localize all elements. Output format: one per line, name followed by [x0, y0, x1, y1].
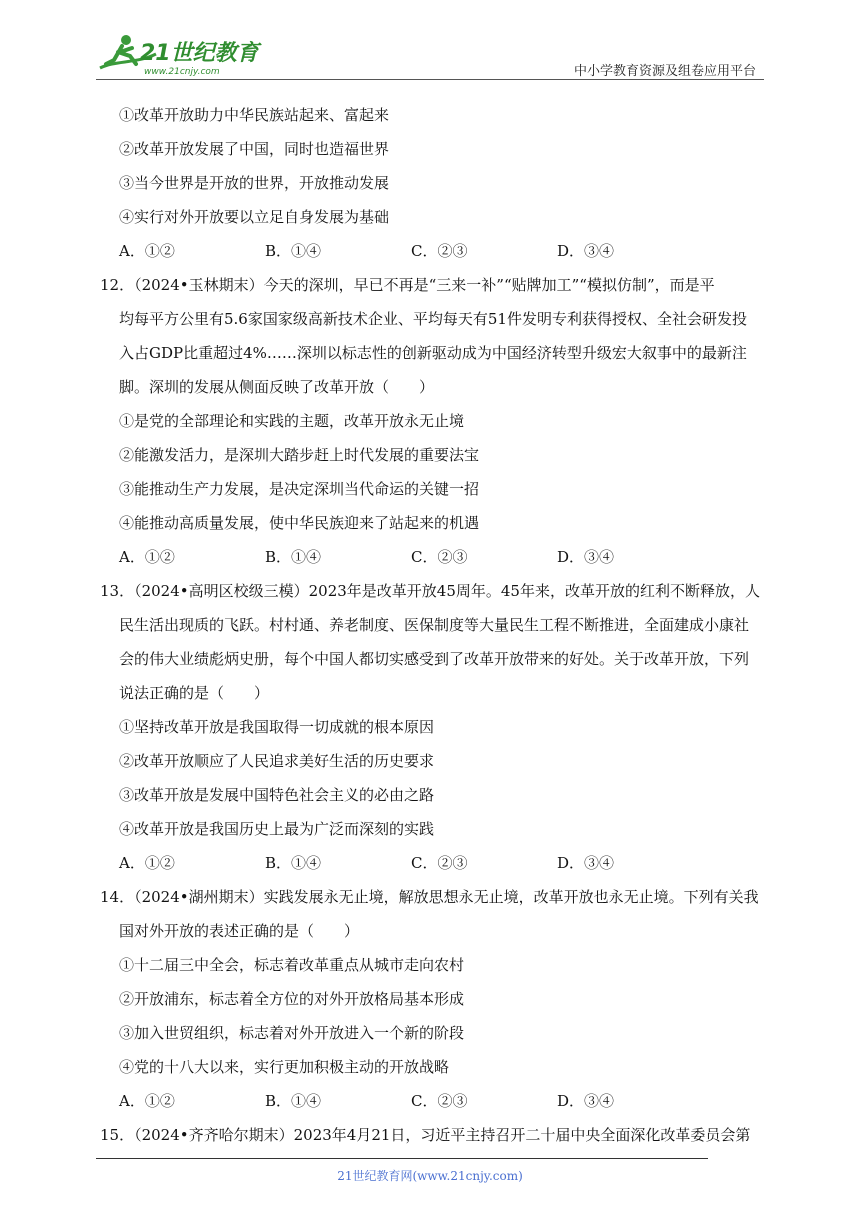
question-13-line: 13．（2024•高明区校级三模）2023年是改革开放45周年。45年来，改革开放的红利不断释放，人: [100, 582, 760, 600]
choice-a: A．①②: [119, 548, 175, 566]
option-line: ①是党的全部理论和实践的主题，改革开放永无止境: [119, 412, 465, 430]
logo-21cnjy: [96, 30, 266, 80]
option-line: ①坚持改革开放是我国取得一切成就的根本原因: [119, 718, 435, 736]
choice-c: C．②③: [411, 242, 468, 260]
option-line: ③能推动生产力发展，是决定深圳当代命运的关键一招: [119, 480, 480, 498]
choice-a: A．①②: [119, 854, 175, 872]
option-line: ④能推动高质量发展，使中华民族迎来了站起来的机遇: [119, 514, 480, 532]
option-line: ③加入世贸组织，标志着对外开放进入一个新的阶段: [119, 1024, 465, 1042]
logo-text: 21世纪教育: [140, 41, 259, 66]
platform-title: 中小学教育资源及组卷应用平台: [573, 64, 756, 79]
choice-a: A．①②: [119, 1092, 175, 1110]
choice-d: D．③④: [557, 1092, 615, 1110]
logo-url: www.21cnjy.com: [144, 67, 220, 77]
question-15-line: 15．（2024•齐齐哈尔期末）2023年4月21日，习近平主持召开二十届中央全面深化改革委员会第: [100, 1126, 751, 1144]
option-line: ②改革开放顺应了人民追求美好生活的历史要求: [119, 752, 435, 770]
answer-choices: [119, 540, 765, 574]
choice-d: D．③④: [557, 548, 615, 566]
question-12-line: 12．（2024•玉林期末）今天的深圳，早已不再是“三来一补”“贴牌加工”“模拟仿制”，而是平: [100, 276, 715, 294]
option-line: ④改革开放是我国历史上最为广泛而深刻的实践: [119, 820, 435, 838]
option-line: ③当今世界是开放的世界，开放推动发展: [119, 174, 390, 192]
option-line: ①十二届三中全会，标志着改革重点从城市走向农村: [119, 956, 465, 974]
answer-choices: [119, 846, 765, 880]
option-line: ①改革开放助力中华民族站起来、富起来: [119, 106, 390, 124]
question-13-line: 说法正确的是（ ）: [119, 684, 270, 702]
choice-b: B．①④: [265, 854, 322, 872]
choice-b: B．①④: [265, 242, 322, 260]
question-content: [100, 98, 765, 1152]
choice-c: C．②③: [411, 548, 468, 566]
answer-choices: [119, 234, 765, 268]
question-14-line: 14．（2024•湖州期末）实践发展永无止境，解放思想永无止境，改革开放也永无止境。下列有关我: [100, 888, 759, 906]
choice-a: A．①②: [119, 242, 175, 260]
option-line: ④党的十八大以来，实行更加积极主动的开放战略: [119, 1058, 450, 1076]
choice-d: D．③④: [557, 854, 615, 872]
footer-divider: [96, 1158, 708, 1159]
question-12-line: 脚。深圳的发展从侧面反映了改革开放（ ）: [119, 378, 435, 396]
question-12-line: 入占GDP比重超过4%……深圳以标志性的创新驱动成为中国经济转型升级宏大叙事中的最新注: [119, 344, 747, 362]
question-13-line: 会的伟大业绩彪炳史册，每个中国人都切实感受到了改革开放带来的好处。关于改革开放，下列: [119, 650, 750, 668]
choice-b: B．①④: [265, 1092, 322, 1110]
footer-source: 21世纪教育网(www.21cnjy.com): [337, 1169, 523, 1183]
choice-c: C．②③: [411, 854, 468, 872]
choice-b: B．①④: [265, 548, 322, 566]
answer-choices: [119, 1084, 765, 1118]
option-line: ③改革开放是发展中国特色社会主义的必由之路: [119, 786, 435, 804]
page-header: [0, 0, 860, 82]
question-12-line: 均每平方公里有5.6家国家级高新技术企业、平均每天有51件发明专利获得授权、全社会研发投: [119, 310, 747, 328]
choice-c: C．②③: [411, 1092, 468, 1110]
header-divider: [96, 79, 764, 80]
option-line: ②开放浦东，标志着全方位的对外开放格局基本形成: [119, 990, 465, 1008]
option-line: ②改革开放发展了中国，同时也造福世界: [119, 140, 390, 158]
choice-d: D．③④: [557, 242, 615, 260]
question-13-line: 民生活出现质的飞跃。村村通、养老制度、医保制度等大量民生工程不断推进，全面建成小康社: [119, 616, 750, 634]
option-line: ④实行对外开放要以立足自身发展为基础: [119, 208, 390, 226]
question-14-line: 国对外开放的表述正确的是（ ）: [119, 922, 360, 940]
option-line: ②能激发活力，是深圳大踏步赶上时代发展的重要法宝: [119, 446, 480, 464]
